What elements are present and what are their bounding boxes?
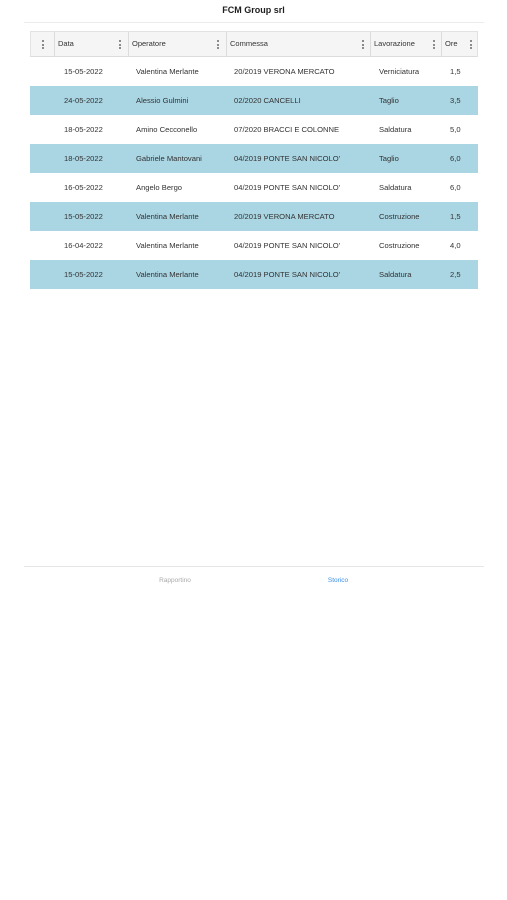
cell-data: 24-05-2022 <box>64 96 103 105</box>
cell-operatore: Valentina Merlante <box>136 270 199 279</box>
table-row[interactable] <box>30 202 478 231</box>
table-row[interactable] <box>30 57 478 86</box>
cell-lavorazione: Saldatura <box>379 125 412 134</box>
column-header-select[interactable] <box>31 32 54 56</box>
column-header-operatore[interactable] <box>128 32 226 56</box>
tab-rapportino[interactable]: Rapportino <box>159 577 191 584</box>
column-header-label: Operatore <box>132 39 166 48</box>
cell-commessa: 20/2019 VERONA MERCATO <box>234 67 335 76</box>
cell-lavorazione: Saldatura <box>379 270 412 279</box>
cell-commessa: 04/2019 PONTE SAN NICOLO' <box>234 154 341 163</box>
cell-commessa: 20/2019 VERONA MERCATO <box>234 212 335 221</box>
grid-header <box>30 31 478 57</box>
cell-data: 18-05-2022 <box>64 154 103 163</box>
header-divider <box>24 22 484 23</box>
app-title: FCM Group srl <box>222 5 285 15</box>
cell-ore: 3,5 <box>450 96 461 105</box>
tab-bar <box>24 567 484 595</box>
table-row[interactable] <box>30 260 478 289</box>
cell-ore: 2,5 <box>450 270 461 279</box>
column-menu-icon[interactable] <box>362 40 364 49</box>
table-row[interactable] <box>30 86 478 115</box>
cell-lavorazione: Taglio <box>379 96 399 105</box>
cell-operatore: Amino Cecconello <box>136 125 198 134</box>
column-header-ore[interactable] <box>441 32 477 56</box>
cell-lavorazione: Verniciatura <box>379 67 420 76</box>
cell-commessa: 04/2019 PONTE SAN NICOLO' <box>234 183 341 192</box>
cell-data: 18-05-2022 <box>64 125 103 134</box>
cell-data: 15-05-2022 <box>64 270 103 279</box>
table-row[interactable] <box>30 115 478 144</box>
column-menu-icon[interactable] <box>217 40 219 49</box>
cell-lavorazione: Costruzione <box>379 241 420 250</box>
column-menu-icon[interactable] <box>119 40 121 49</box>
column-header-label: Lavorazione <box>374 39 415 48</box>
cell-lavorazione: Costruzione <box>379 212 420 221</box>
cell-commessa: 02/2020 CANCELLI <box>234 96 301 105</box>
cell-ore: 6,0 <box>450 154 461 163</box>
cell-data: 16-04-2022 <box>64 241 103 250</box>
column-header-label: Commessa <box>230 39 268 48</box>
cell-commessa: 04/2019 PONTE SAN NICOLO' <box>234 241 341 250</box>
cell-ore: 1,5 <box>450 67 461 76</box>
cell-operatore: Angelo Bergo <box>136 183 183 192</box>
cell-lavorazione: Saldatura <box>379 183 412 192</box>
grid-body <box>30 57 478 289</box>
cell-data: 15-05-2022 <box>64 67 103 76</box>
cell-ore: 5,0 <box>450 125 461 134</box>
cell-data: 16-05-2022 <box>64 183 103 192</box>
cell-operatore: Gabriele Mantovani <box>136 154 202 163</box>
cell-operatore: Alessio Gulmini <box>136 96 189 105</box>
table-row[interactable] <box>30 144 478 173</box>
column-header-label: Data <box>58 39 74 48</box>
cell-lavorazione: Taglio <box>379 154 399 163</box>
cell-commessa: 07/2020 BRACCI E COLONNE <box>234 125 340 134</box>
column-menu-icon[interactable] <box>42 40 44 49</box>
column-header-lavorazione[interactable] <box>370 32 441 56</box>
cell-operatore: Valentina Merlante <box>136 67 199 76</box>
cell-operatore: Valentina Merlante <box>136 241 199 250</box>
tab-storico[interactable]: Storico <box>327 577 349 584</box>
column-header-label: Ore <box>445 39 458 48</box>
cell-data: 15-05-2022 <box>64 212 103 221</box>
table-row[interactable] <box>30 173 478 202</box>
column-header-data[interactable] <box>54 32 128 56</box>
data-grid <box>30 31 478 289</box>
cell-ore: 1,5 <box>450 212 461 221</box>
cell-ore: 6,0 <box>450 183 461 192</box>
cell-ore: 4,0 <box>450 241 461 250</box>
table-row[interactable] <box>30 231 478 260</box>
cell-commessa: 04/2019 PONTE SAN NICOLO' <box>234 270 341 279</box>
column-menu-icon[interactable] <box>433 40 435 49</box>
column-header-commessa[interactable] <box>226 32 370 56</box>
column-menu-icon[interactable] <box>470 40 472 49</box>
cell-operatore: Valentina Merlante <box>136 212 199 221</box>
